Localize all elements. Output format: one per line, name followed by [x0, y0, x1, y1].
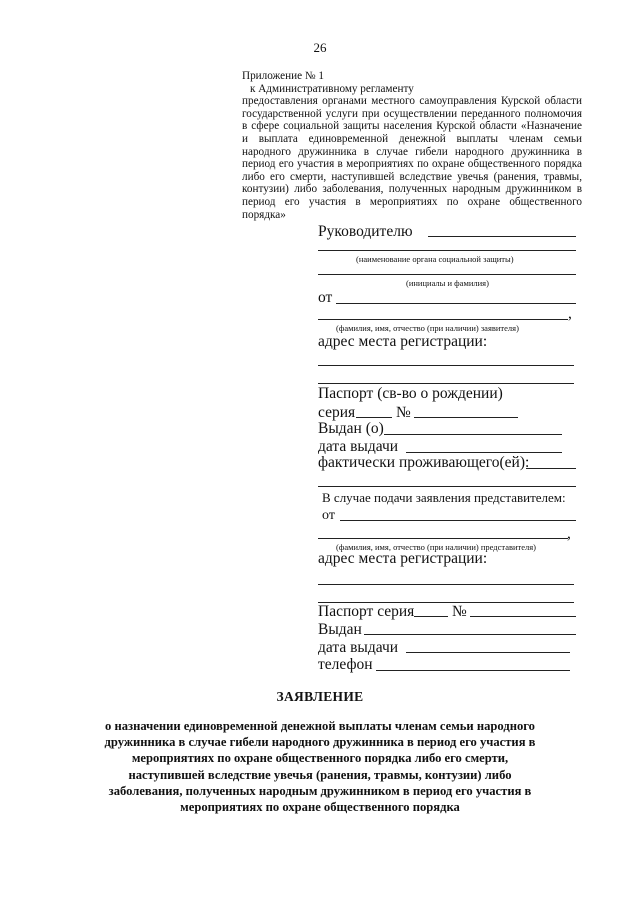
- fio-rep-line[interactable]: [318, 538, 568, 539]
- fio-line[interactable]: [318, 319, 568, 320]
- issued-line[interactable]: [364, 634, 576, 635]
- representative-note: В случае подачи заявления представителем:: [322, 490, 566, 505]
- statement-text: о назначении единовременной денежной выплаты членам семьи народного дружинника в случае гибели народного дружинника в период его участия в мероприятиях по охране общественного порядка либо его смерти, наступившей вследствие увечья (ранения, травмы, контузии) либо заболевания, полученных народным дружинником в период его участия в мероприятиях по охране общественного порядка: [104, 719, 536, 815]
- series-line[interactable]: [356, 417, 392, 418]
- issued-label: Выдан: [318, 621, 362, 638]
- number-sign: №: [396, 404, 411, 421]
- actual-residence-line-2[interactable]: [318, 486, 576, 487]
- from-line[interactable]: [336, 303, 576, 304]
- passport-number-line[interactable]: [414, 417, 518, 418]
- head-name-line[interactable]: [428, 236, 576, 237]
- initials-line[interactable]: [318, 274, 576, 275]
- annex-block: [242, 70, 582, 221]
- organ-caption: (наименование органа социальной защиты): [356, 254, 514, 264]
- actual-residence-label: фактически проживающего(ей):: [318, 454, 530, 471]
- passport-series-label: Паспорт серия: [318, 603, 415, 620]
- reg-address-line-1[interactable]: [318, 365, 574, 366]
- rep-series-line[interactable]: [414, 616, 448, 617]
- issued-o-line[interactable]: [384, 434, 562, 435]
- from-label: от: [318, 289, 333, 306]
- series-label: серия: [318, 404, 356, 421]
- fio-comma: ,: [568, 305, 572, 322]
- fio-rep-caption: (фамилия, имя, отчество (при наличии) представителя): [336, 542, 537, 552]
- to-head-label: Руководителю: [318, 223, 413, 240]
- reg-address-label: адрес места регистрации:: [318, 333, 488, 350]
- fio-caption: (фамилия, имя, отчество (при наличии) заявителя): [336, 323, 519, 333]
- issue-date-label: дата выдачи: [318, 438, 399, 455]
- page-number: 26: [313, 40, 327, 55]
- reg-address-rep-line-1[interactable]: [318, 584, 574, 585]
- actual-residence-line-1[interactable]: [526, 468, 576, 469]
- annex-title: Приложение № 1: [242, 70, 324, 82]
- initials-caption: (инициалы и фамилия): [406, 278, 489, 288]
- rep-number-sign: №: [452, 603, 467, 620]
- annex-regulation-line: к Административному регламенту: [250, 82, 414, 95]
- passport-label: Паспорт (св-во о рождении): [318, 385, 503, 402]
- fio-rep-comma: ,: [567, 525, 571, 542]
- phone-label: телефон: [318, 656, 373, 673]
- phone-line[interactable]: [376, 670, 570, 671]
- reg-address-rep-label: адрес места регистрации:: [318, 550, 488, 567]
- rep-number-line[interactable]: [470, 616, 576, 617]
- from-rep-label: от: [322, 508, 335, 523]
- statement-title: ЗАЯВЛЕНИЕ: [276, 689, 364, 704]
- issue-date-line[interactable]: [406, 452, 562, 453]
- organ-line[interactable]: [318, 250, 576, 251]
- reg-address-line-2[interactable]: [318, 383, 574, 384]
- issue-date-rep-label: дата выдачи: [318, 639, 399, 656]
- annex-body: предоставления органами местного самоуправления Курской области государственной услуги при осуществлении переданного полномочия в сфере социальной защиты населения Курской области «Назначение и выплата единовременной денежной выплаты членам семьи народного дружинника в случае гибели народного дружинника в период его участия в мероприятиях по охране общественного порядка либо его смерти, наступившей вследствие увечья (ранения, травмы, контузии) либо заболевания, полученных народным дружинником в период его участия в мероприятиях по охране общественного порядка»: [242, 95, 582, 221]
- from-rep-line[interactable]: [340, 520, 576, 521]
- issue-date-rep-line[interactable]: [406, 652, 570, 653]
- issued-o-label: Выдан (о): [318, 420, 384, 437]
